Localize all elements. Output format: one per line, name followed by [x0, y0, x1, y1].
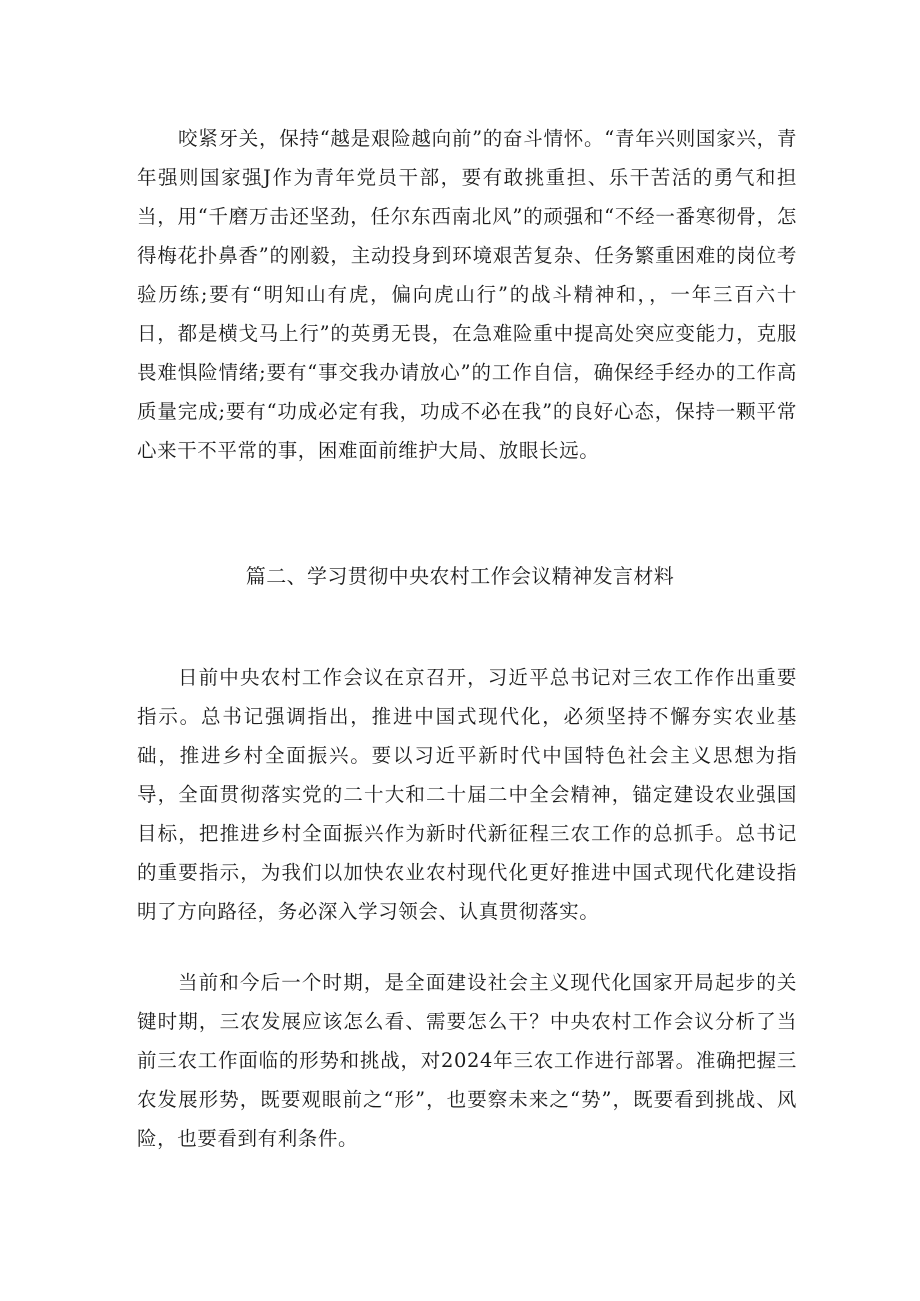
section-title: 篇二、学习贯彻中央农村工作会议精神发言材料 — [245, 564, 675, 588]
body-paragraph-1: 咬紧牙关，保持“越是艰险越向前”的奋斗情怀。“青年兴则国家兴，青年强则国家强J作为青年党员干部，要有敢挑重担、乐干苦活的勇气和担当，用“千磨万击还坚劲，任尔东西南北风”的顽强和“不经一番寒彻骨，怎得梅花扑鼻香”的刚毅，主动投身到环境艰苦复杂、任务繁重困难的岗位考验历练;要有“明知山有虎，偏向虎山行”的战斗精神和，，一年三百六十日，都是横戈马上行”的英勇无畏，在急难险重中提高处突应变能力，克服畏难惧险情绪;要有“事交我办请放心”的工作自信，确保经手经办的工作高质量完成;要有“功成必定有我，功成不必在我”的良好心态，保持一颗平常心来干不平常的事，困难面前维护大局、放眼长远。 — [137, 127, 797, 462]
body-paragraph-2: 日前中央农村工作会议在京召开，习近平总书记对三农工作作出重要指示。总书记强调指出，推进中国式现代化，必须坚持不懈夯实农业基础，推进乡村全面振兴。要以习近平新时代中国特色社会主义思想为指导，全面贯彻落实党的二十大和二十届二中全会精神，锚定建设农业强国目标，把推进乡村全面振兴作为新时代新征程三农工作的总抓手。总书记的重要指示，为我们以加快农业农村现代化更好推进中国式现代化建设指明了方向路径，务必深入学习领会、认真贯彻落实。 — [137, 666, 797, 923]
body-paragraph-3: 当前和今后一个时期，是全面建设社会主义现代化国家开局起步的关键时期，三农发展应该怎么看、需要怎么干？中央农村工作会议分析了当前三农工作面临的形势和挑战，对2024年三农工作进行部署。准确把握三农发展形势，既要观眼前之“形”，也要察未来之“势”，既要看到挑战、风险，也要看到有利条件。 — [137, 971, 797, 1150]
